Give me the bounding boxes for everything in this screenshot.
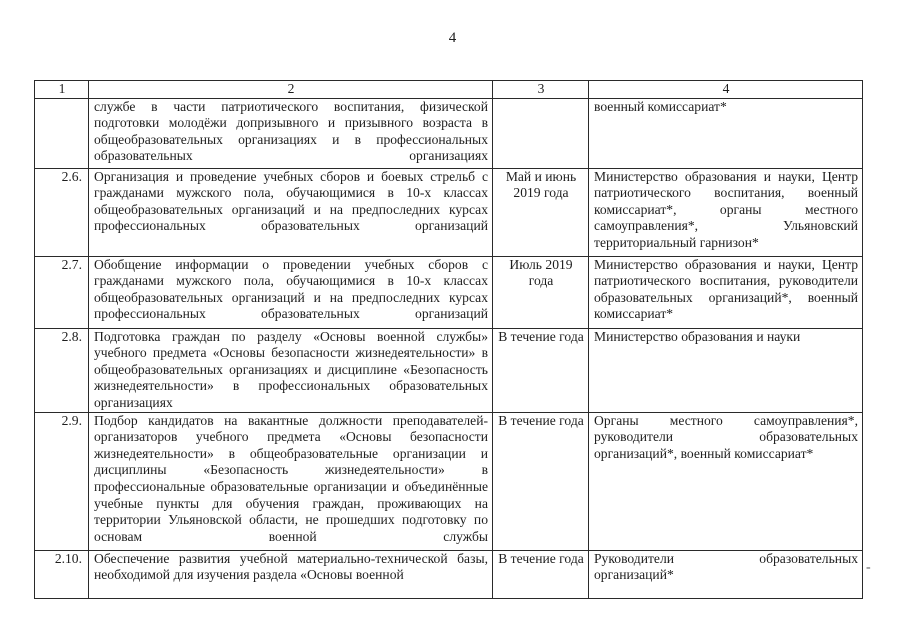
table-row: [35, 412, 863, 550]
table-row: [35, 256, 863, 328]
row-term: В течение года: [493, 412, 589, 550]
table-row: [35, 168, 863, 256]
row-executors: военный комиссариат*: [589, 98, 863, 168]
row-event: Обобщение информации о проведении учебных сборов с гражданами мужского пола, обучающимися в 10-х классах общеобразовательных организаций и на предпоследних курсах профессиональных образовательных организаций: [89, 256, 493, 328]
table-row: [35, 98, 863, 168]
column-header-executors: 4: [589, 81, 863, 99]
row-executors: Руководители образовательных организаций*: [589, 550, 863, 598]
column-header-term: 3: [493, 81, 589, 99]
row-event: Подбор кандидатов на вакантные должности преподавателей-организаторов учебного предмета «Основы безопасности жизнедеятельности» в общеобразовательные организации и дисциплины «Безопасность жизнедеятельности» в профессиональные образовательные организации и объединённые учебные пункты для обучения граждан, проживающих на территории Ульяновской области, не прошедших подготовку по основам военной службы: [89, 412, 493, 550]
row-executors: Министерство образования и науки: [589, 328, 863, 412]
row-term: [493, 98, 589, 168]
row-executors: Органы местного самоуправления*, руководители образовательных организаций*, военный комиссариат*: [589, 412, 863, 550]
table-row: [35, 328, 863, 412]
row-executors: Министерство образования и науки, Центр патриотического воспитания, руководители образовательных организаций*, военный комиссариат*: [589, 256, 863, 328]
row-event: Обеспечение развития учебной материально-технической базы, необходимой для изучения раздела «Основы военной: [89, 550, 493, 598]
row-term: Май и июнь 2019 года: [493, 168, 589, 256]
row-number: [35, 98, 89, 168]
page-number: 4: [448, 30, 457, 46]
row-number: 2.8.: [35, 328, 89, 412]
row-number: 2.10.: [35, 550, 89, 598]
scan-mark: -: [866, 560, 871, 575]
row-number: 2.7.: [35, 256, 89, 328]
row-number: 2.6.: [35, 168, 89, 256]
events-table: [34, 80, 863, 599]
row-number: 2.9.: [35, 412, 89, 550]
row-term: Июль 2019 года: [493, 256, 589, 328]
row-term: В течение года: [493, 550, 589, 598]
row-term: В течение года: [493, 328, 589, 412]
table-header-row: [35, 81, 863, 99]
row-event: службе в части патриотического воспитания, физической подготовки молодёжи допризывного и призывного возраста в общеобразовательных организациях и в профессиональных образовательных организациях: [89, 98, 493, 168]
column-header-event: 2: [89, 81, 493, 99]
table-row: [35, 550, 863, 598]
row-executors: Министерство образования и науки, Центр патриотического воспитания, военный комиссариат*, органы местного самоуправления*, Ульяновский территориальный гарнизон*: [589, 168, 863, 256]
column-header-number: 1: [35, 81, 89, 99]
row-event: Организация и проведение учебных сборов и боевых стрельб с гражданами мужского пола, обучающимися в 10-х классах общеобразовательных организаций и на предпоследних курсах профессиональных образовательных организаций: [89, 168, 493, 256]
row-event: Подготовка граждан по разделу «Основы военной службы» учебного предмета «Основы безопасности жизнедеятельности» в общеобразовательных организациях и дисциплине «Безопасность жизнедеятельности» в профессиональных образовательных организациях: [89, 328, 493, 412]
